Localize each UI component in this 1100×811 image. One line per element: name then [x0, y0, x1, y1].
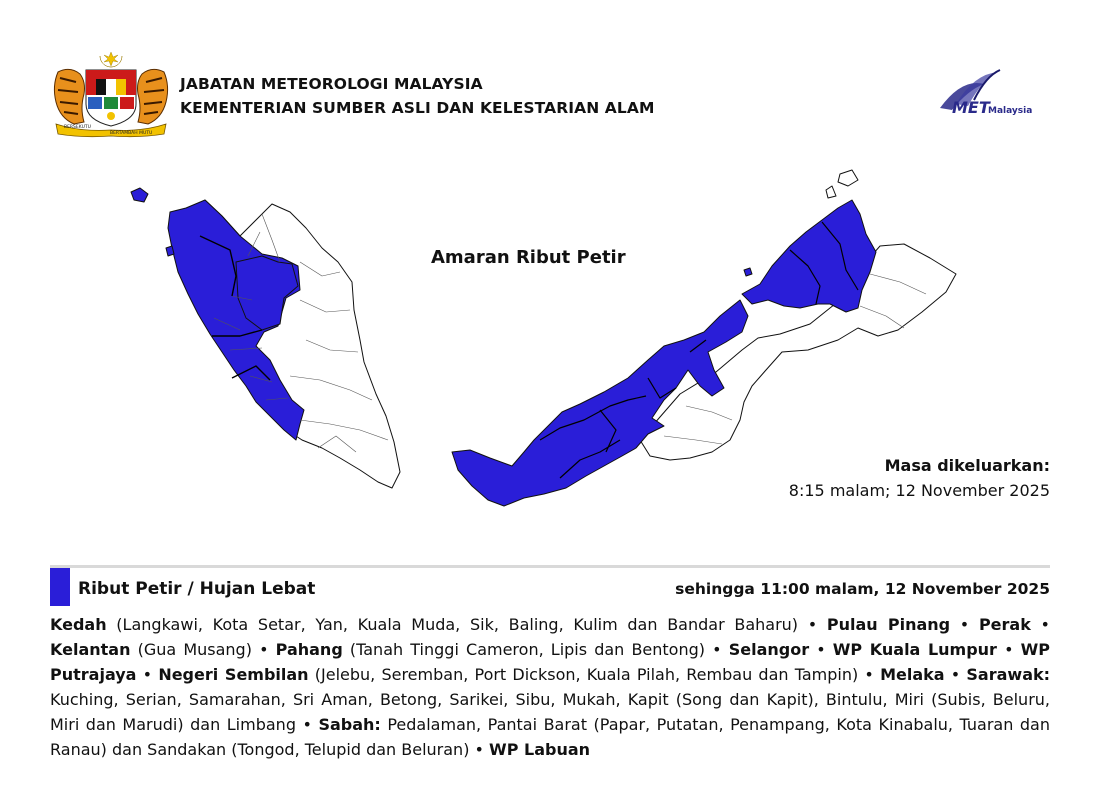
sabah-warning [742, 200, 876, 312]
svg-text:BERSEKUTU: BERSEKUTU [64, 125, 91, 130]
met-logo-main-text: MET [952, 98, 990, 117]
affected-area-item [880, 665, 945, 684]
affected-state-name: Melaka [880, 665, 945, 684]
met-logo-sub-text: Malaysia [988, 106, 1033, 116]
affected-state-name: WP Putrajaya [50, 640, 1051, 684]
affected-state-name: Pulau Pinang [826, 615, 951, 634]
banggi-island [838, 170, 858, 186]
coat-of-arms-logo [50, 52, 172, 138]
warning-valid-until: sehingga 11:00 malam, 12 November 2025 [675, 580, 1050, 598]
affected-area-item [489, 740, 590, 759]
map-title: Amaran Ribut Petir [431, 247, 626, 268]
affected-districts: Kuching, Serian, Samarahan, Sri Aman, Betong, Sarikei, Sibu, Mukah, Kapit (Song dan Kapit), Bintulu, Miri (Subis, Beluru, Miri dan Marudi) dan Limbang [50, 690, 1050, 734]
peninsular-malaysia [131, 188, 400, 488]
warning-header [50, 568, 1050, 606]
affected-state-name: Kedah [50, 615, 107, 634]
affected-area-item [276, 640, 705, 659]
east-malaysia [452, 170, 956, 506]
area-separator: • [1030, 615, 1050, 634]
affected-state-name: Perak [978, 615, 1031, 634]
affected-state-name: Kelantan [50, 640, 131, 659]
area-separator: • [469, 740, 490, 759]
area-separator: • [295, 715, 319, 734]
issued-time-label: Masa dikeluarkan: [884, 456, 1050, 475]
area-separator: • [950, 615, 979, 634]
affected-state-name: Sabah: [318, 715, 381, 734]
org-line-2: KEMENTERIAN SUMBER ASLI DAN KELESTARIAN ALAM [180, 99, 655, 117]
affected-area-item [50, 640, 252, 659]
affected-state-name: WP Kuala Lumpur [832, 640, 997, 659]
affected-state-name: Sarawak: [966, 665, 1051, 684]
affected-area-item [827, 615, 950, 634]
area-separator: • [705, 640, 729, 659]
area-separator: • [809, 640, 833, 659]
affected-districts: (Jelebu, Seremban, Port Dickson, Kuala Pilah, Rembau dan Tampin) [308, 665, 859, 684]
affected-area-item [979, 615, 1031, 634]
area-separator: • [798, 615, 827, 634]
affected-state-name: WP Labuan [489, 740, 591, 759]
warning-type: Ribut Petir / Hujan Lebat [78, 579, 316, 599]
org-line-1: JABATAN METEOROLOGI MALAYSIA [180, 75, 483, 93]
affected-districts: (Gua Musang) [130, 640, 252, 659]
langkawi-island [131, 188, 148, 202]
penang-island [166, 246, 174, 256]
area-separator: • [858, 665, 881, 684]
affected-state-name: Pahang [275, 640, 343, 659]
affected-areas-list [50, 612, 1050, 762]
affected-districts: Pedalaman, Pantai Barat (Papar, Putatan, Penampang, Kota Kinabalu, Tuaran dan Ranau) dan Sandakan (Tongod, Telupid dan Beluran) [50, 715, 1050, 759]
affected-districts: (Langkawi, Kota Setar, Yan, Kuala Muda, Sik, Baling, Kulim dan Bandar Baharu) [106, 615, 799, 634]
balambangan-island [826, 186, 836, 198]
labuan-island [744, 268, 752, 276]
svg-text:BERTAMBAH MUTU: BERTAMBAH MUTU [110, 131, 153, 136]
area-separator: • [136, 665, 159, 684]
affected-state-name: Negeri Sembilan [158, 665, 309, 684]
area-separator: • [251, 640, 276, 659]
warning-accent-bar [50, 568, 70, 606]
area-separator: • [944, 665, 967, 684]
area-separator: • [996, 640, 1021, 659]
met-malaysia-logo [934, 66, 1048, 122]
affected-area-item [833, 640, 997, 659]
affected-area-item [158, 665, 858, 684]
affected-area-item [50, 615, 798, 634]
organization-name [180, 72, 655, 120]
affected-state-name: Selangor [728, 640, 810, 659]
affected-area-item [729, 640, 809, 659]
affected-districts: (Tanah Tinggi Cameron, Lipis dan Bentong) [342, 640, 706, 659]
issued-time-value: 8:15 malam; 12 November 2025 [788, 481, 1050, 500]
